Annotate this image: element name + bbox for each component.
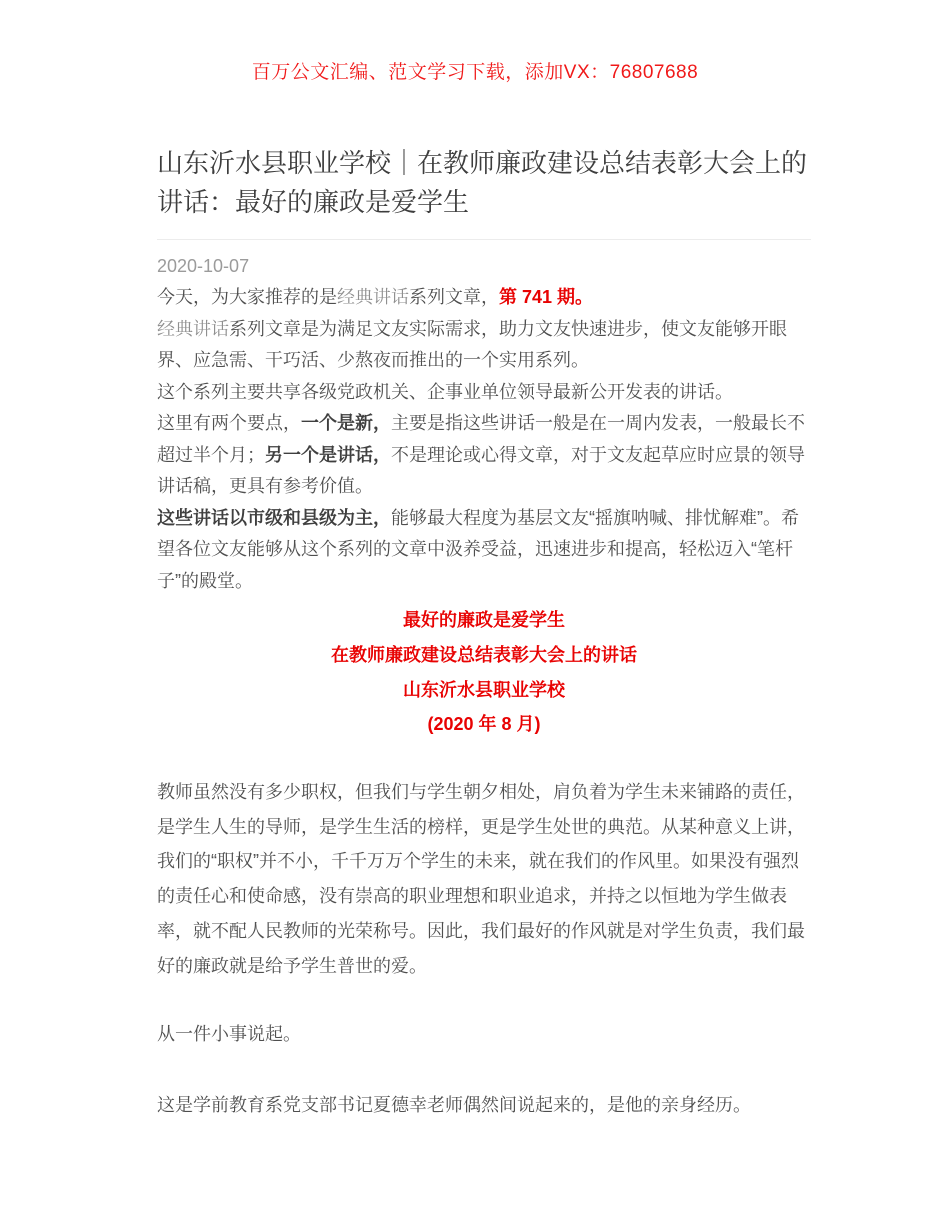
key-point-new-text: 一个是新，: [301, 413, 391, 434]
intro-p1-text: 今天，为大家推荐的是: [157, 287, 337, 308]
promo-banner: 百万公文汇编、范文学习下载，添加VX：76807688: [251, 62, 699, 83]
intro-paragraph-1: [157, 282, 811, 314]
intro-p4-text: 主要是指这些讲话一般是在一周内发表，一般最长不超过半个月；: [157, 413, 805, 465]
issue-number-text: 第 741 期。: [499, 287, 594, 308]
speech-heading-block: [157, 603, 811, 741]
intro-paragraph-2: [157, 314, 811, 377]
intro-paragraph-3: 这个系列主要共享各级党政机关、企事业单位领导最新公开发表的讲话。: [157, 381, 733, 402]
intro-p4-text: 不是理论或心得文章，对于文友起草应时应景的领导讲话稿，更具有参考价值。: [157, 444, 805, 497]
article: [157, 144, 811, 1123]
intro-p2-text: 系列文章是为满足文友实际需求，助力文友快速进步，使文友能够开眼界、应急需、干巧活、少熬夜而推出的一个实用系列。: [157, 318, 787, 371]
intro-paragraph-4: [157, 408, 811, 503]
speech-subtitle-heading: 在教师廉政建设总结表彰大会上的讲话: [331, 645, 637, 665]
speech-org-heading: 山东沂水县职业学校: [403, 679, 565, 700]
body-paragraph-2: 从一件小事说起。: [157, 1023, 301, 1044]
article-date: 2020-10-07: [157, 256, 250, 277]
intro-p1-text: 系列文章，: [409, 287, 499, 308]
series-name-text: 经典讲话: [157, 318, 229, 339]
intro-section: [157, 282, 811, 597]
body-paragraph-3: 这是学前教育系党支部书记夏德幸老师偶然间说起来的，是他的亲身经历。: [157, 1095, 751, 1116]
speech-body: [157, 775, 811, 1123]
intro-p4-text: 这里有两个要点，: [157, 413, 301, 434]
intro-p5-text: 能够最大程度为基层文友“摇旗呐喊、排忧解难”。希望各位文友能够从这个系列的文章中汲养受益，迅速进步和提高，轻松迈入“笔杆子”的殿堂。: [157, 507, 799, 591]
series-name-text: 经典讲话: [337, 287, 409, 308]
speech-date-heading: (2020 年 8 月): [427, 714, 541, 735]
key-point-level-text: 这些讲话以市级和县级为主，: [157, 507, 391, 528]
intro-paragraph-5: [157, 503, 811, 598]
body-paragraph-1: 教师虽然没有多少职权，但我们与学生朝夕相处，肩负着为学生未来铺路的责任，是学生人生的导师，是学生生活的榜样，更是学生处世的典范。从某种意义上讲，我们的“职权”并不小，千千万万个学生的未来，就在我们的作风里。如果没有强烈的责任心和使命感，没有崇高的职业理想和职业追求，并持之以恒地为学生做表率，就不配人民教师的光荣称号。因此，我们最好的作风就是对学生负责，我们最好的廉政就是给予学生普世的爱。: [157, 781, 805, 976]
page-title: 山东沂水县职业学校｜在教师廉政建设总结表彰大会上的讲话：最好的廉政是爱学生: [157, 148, 808, 217]
speech-title-heading: 最好的廉政是爱学生: [403, 610, 565, 631]
title-divider: [157, 239, 811, 240]
key-point-speech-text: 另一个是讲话，: [265, 444, 391, 465]
